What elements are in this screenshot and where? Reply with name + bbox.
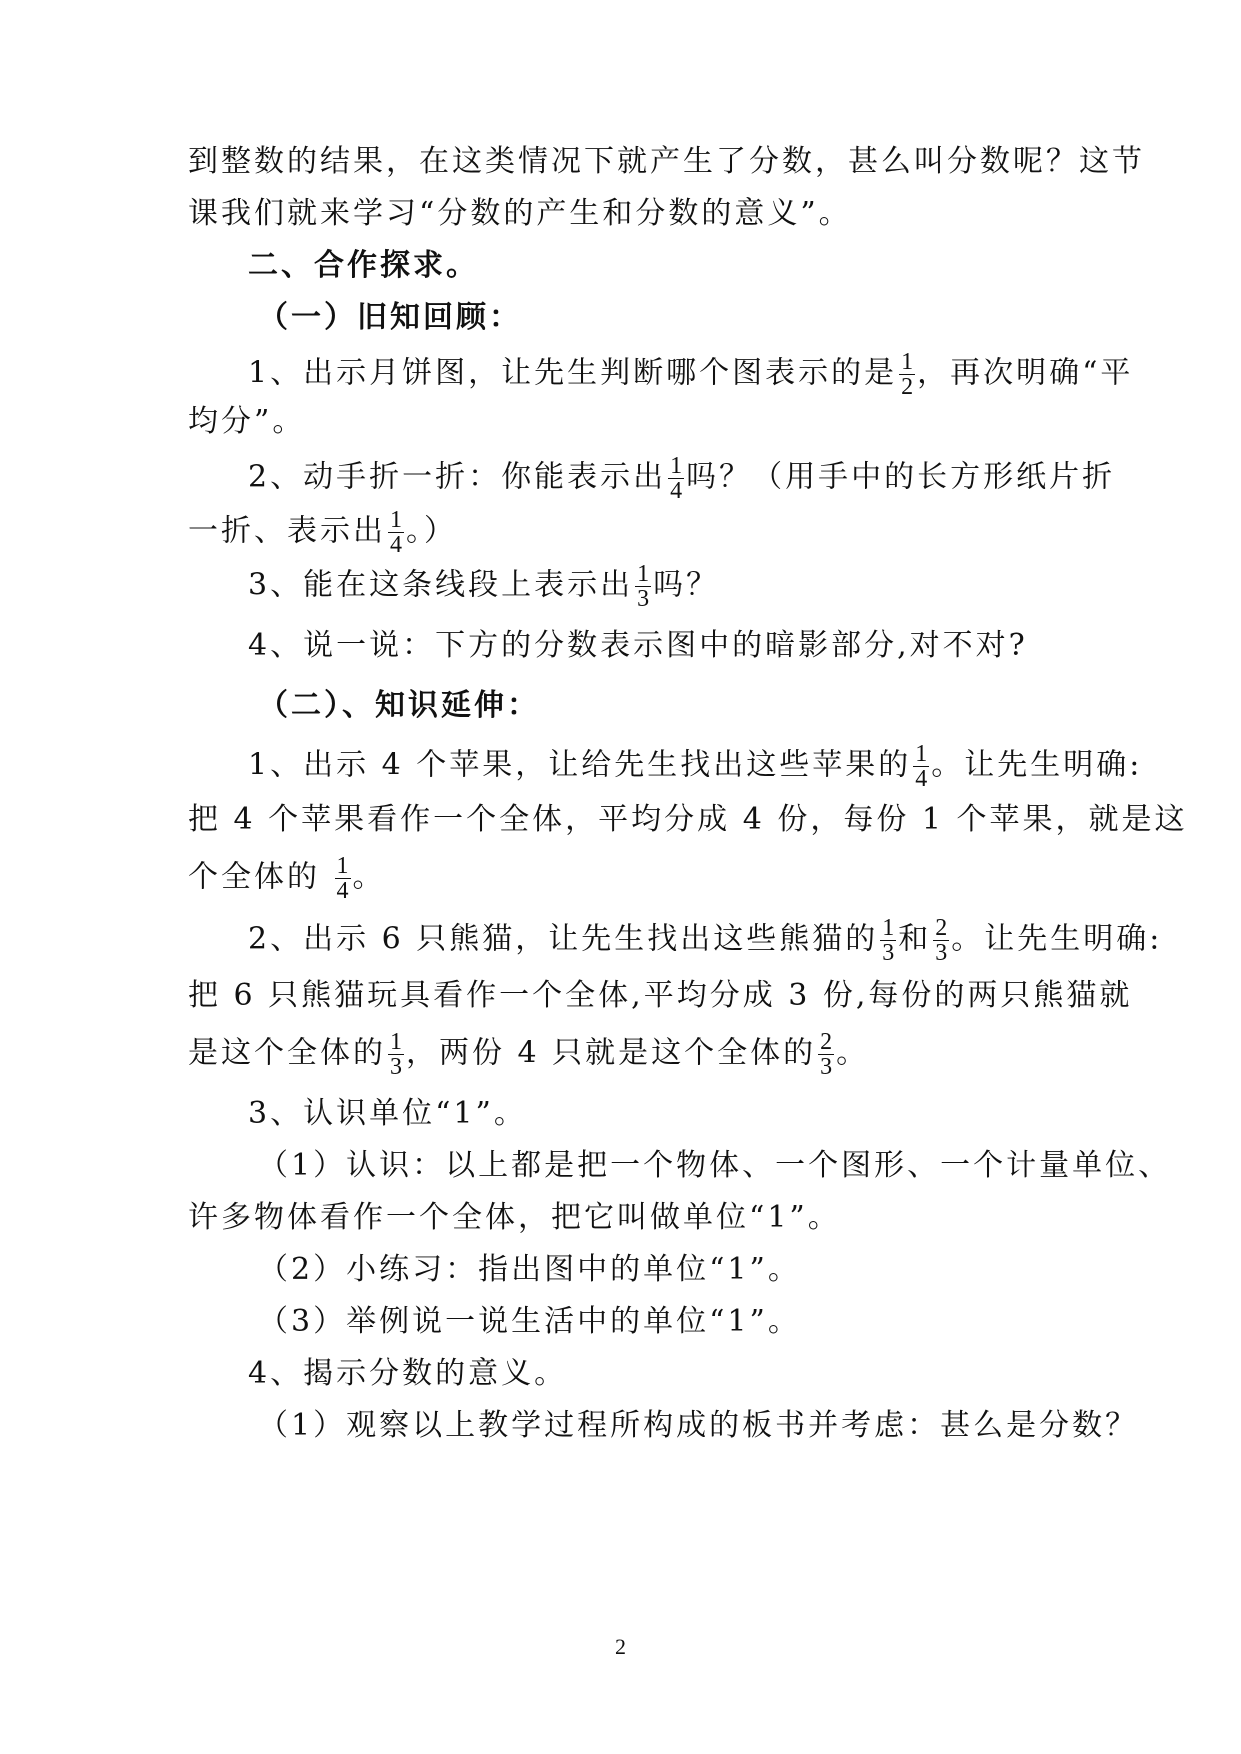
paragraph-line: 个全体的 $\frac{1}{4}$ 。 [188,853,386,904]
fraction: $\frac{1}{2}$ [901,349,914,400]
paragraph-line: 均分”。 [188,404,306,439]
fraction: $\frac{1}{4}$ [390,507,402,558]
paragraph-line: 到整数的结果，在这类情况下就产生了分数，甚么叫分数呢？这节 [188,144,1145,179]
section-heading: 二、合作探求。 [248,248,479,283]
list-item: （3）举例说一说生活中的单位“1”。 [258,1304,801,1339]
list-item: 1、出示 4 个苹果，让给先生找出这些苹果的 $\frac{1}{4}$ 。让先生明确: [248,741,1143,792]
list-item: 2、动手折一折：你能表示出 $\frac{1}{4}$ 吗？（用手中的长方形纸片折 [248,453,1116,504]
list-item: 4、说一说：下方的分数表示图中的暗影部分,对不对? [248,628,1028,663]
paragraph-line: 把 6 只熊猫玩具看作一个全体,平均分成 3 份,每份的两只熊猫就 [188,978,1133,1013]
list-item: （1）观察以上教学过程所构成的板书并考虑：甚么是分数？ [258,1408,1139,1443]
fraction: $\frac{2}{3}$ [935,915,948,966]
list-item: （1）认识：以上都是把一个物体、一个图形、一个计量单位、 [258,1148,1172,1183]
fraction: $\frac{1}{3}$ [637,561,650,612]
paragraph-line: 课我们就来学习“分数的产生和分数的意义”。 [188,196,852,231]
list-item: 1、出示月饼图，让先生判断哪个图表示的是 $\frac{1}{2}$ ，再次明确“平 [248,349,1134,400]
fraction: $\frac{2}{3}$ [820,1029,833,1080]
list-item: 4、揭示分数的意义。 [248,1356,568,1391]
fraction: $\frac{1}{4}$ [670,453,683,504]
list-item: 3、能在这条线段上表示出 $\frac{1}{3}$ 吗？ [248,561,720,612]
list-item: 2、出示 6 只熊猫，让先生找出这些熊猫的 $\frac{1}{3}$ 和 $\frac{2}{3}$ 。让先生明确: [248,915,1163,966]
list-item: （2）小练习：指出图中的单位“1”。 [258,1252,801,1287]
list-item: 3、认识单位“1”。 [248,1096,527,1131]
paragraph-line: 把 4 个苹果看作一个全体，平均分成 4 份，每份 1 个苹果，就是这 [188,802,1188,837]
paragraph-line: 是这个全体的 $\frac{1}{3}$ ，两份 4 只就是这个全体的 $\frac{2}{3}$ 。 [188,1029,870,1080]
fraction: $\frac{1}{3}$ [390,1029,402,1080]
paragraph-line: 一折、表示出 $\frac{1}{4}$ 。） [188,507,457,558]
paragraph-line: 许多物体看作一个全体，把它叫做单位“1”。 [188,1200,841,1235]
page-number: 2 [615,1634,626,1659]
subsection-heading: （二）、知识延伸： [258,688,540,723]
fraction: $\frac{1}{3}$ [882,915,895,966]
subsection-heading: （一）旧知回顾： [258,300,522,335]
fraction: $\frac{1}{4}$ [336,853,349,904]
fraction: $\frac{1}{4}$ [915,741,928,792]
